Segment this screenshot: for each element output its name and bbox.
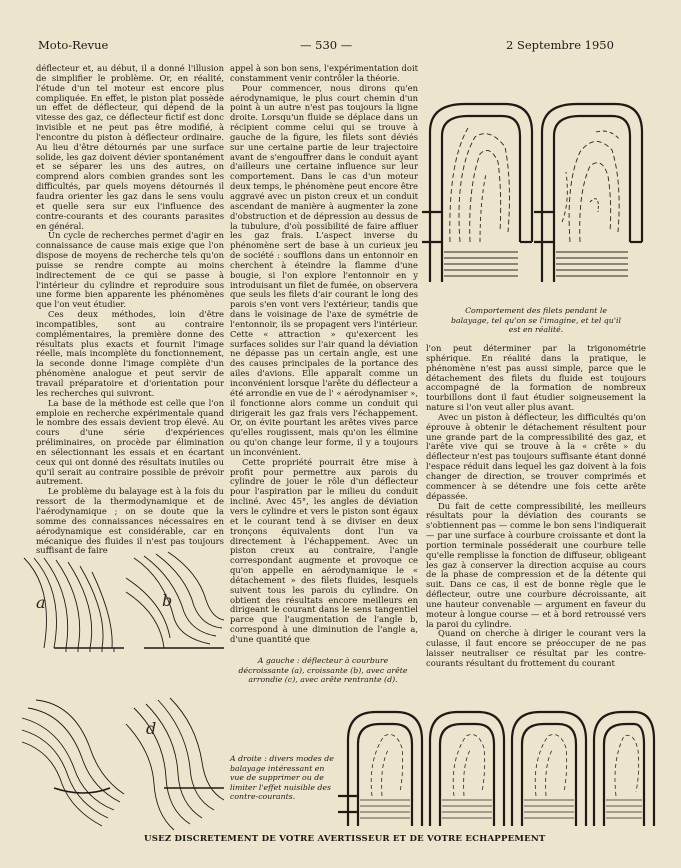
figure-caption-scavenging: A droite : divers modes de balayage intéressant en vue de supprimer ou de limiter l'effet nuisible des contre-courants.	[230, 754, 334, 802]
paragraph: l'on peut déterminer par la trigonométrie sphérique. En réalité dans la pratique, le phénomène n'est pas aussi simple, parce que le détachement des filets du fluide est toujours accompagné de la formation de nombreux tourbillons dont il faut étudier soigneusement la nature si l'on veut aller plus avant.	[426, 343, 646, 413]
paragraph: Le problème du balayage est à la fois du ressort de la thermodynamique et de l'aérodynamique ; on se doute que la somme des connaissances nécessaires en aérodynamique est considérable, car en mécanique des fluides il n'est pas toujours suffisant de faire	[36, 486, 224, 556]
paragraph: Ces deux méthodes, loin d'être incompatibles, sont au contraire complémentaires, la première donne des résultats plus exacts et fournit l'image réelle, mais incomplète du fonctionnement, la seconde donne l'image complète d'un phénomène analogue et peut servir de travail préparatoire et d'orientation pour les recherches qui suivront.	[36, 309, 224, 398]
text-column-1	[36, 64, 224, 556]
paragraph: Avec un piston à déflecteur, les difficultés qu'on éprouve à obtenir le détachement résultent pour une grande part de la compressibilité des gaz, et l'arête vive qui se trouve à la « crête » du déflecteur n'est pas toujours suffisante étant donné l'espace réduit dans lequel les gaz doivent à la fois changer de direction, se trouver comprimés et commencer à se détendre une fois cette arête dépassée.	[426, 411, 646, 501]
text-column-3	[426, 344, 646, 669]
paragraph: appel à son bon sens, l'expérimentation doit constamment venir contrôler la théorie.	[230, 63, 418, 83]
paragraph: déflecteur et, au début, il a donné l'illusion de simplifier le problème. Or, en réalité, l'étude d'un tel moteur est encore plus compliquée. En effet, le piston plat possède un effet de déflecteur, qui dépend de la vitesse des gaz, ce déflecteur fictif est donc invisible et ne peut pas être modifié, à l'encontre du piston à déflecteur ordinaire. Au lieu d'être détournés par une surface solide, les gaz doivent dévier spontanément et se séparer les uns des autres, on comprend alors combien grandes sont les difficultés, par quels moyens détournés il faudra orienter les gaz dans le sens voulu et quelle sera sur eux l'influence des contre-courants et des courants parasites en général.	[36, 63, 224, 231]
footer-slogan: USEZ DISCRETEMENT DE VOTRE AVERTISSEUR ET DE VOTRE ECHAPPEMENT	[144, 834, 546, 844]
scavenging-modes-figure	[338, 700, 656, 828]
label-b: b	[162, 591, 173, 610]
paragraph: La base de la méthode est celle que l'on emploie en recherche expérimentale quand le nombre des essais devient trop élevé. Au cours d'une série d'expériences préliminaires, on procède par élimination en sélectionnant les essais et en écartant ceux qui ont donné des résultats inutiles ou qu'il serait au contraire possible de prévoir autrement.	[36, 397, 224, 487]
figure-caption-deflectors: A gauche : déflecteur à courbure décroissante (a), croissante (b), avec arête arrondie (c), avec arête rentrante (d).	[238, 656, 408, 685]
issue-date: 2 Septembre 1950	[506, 38, 614, 52]
page-number: — 530 —	[300, 38, 353, 52]
cylinder-flow-figure	[420, 92, 648, 298]
deflector-sketches-figure	[14, 548, 228, 832]
paragraph: Pour commencer, nous dirons qu'en aérodynamique, le plus court chemin d'un point à un autre n'est pas toujours la ligne droite. Lorsqu'un fluide se déplace dans un récipient comme celui qui se trouve à gauche de la figure, les filets sont déviés sur une certaine partie de leur trajectoire avant de s'engouffrer dans le conduit ayant d'ailleurs une certaine influence sur leur comportement. Dans le cas d'un moteur deux temps, le phénomène peut encore être aggravé avec un piston creux et un conduit ascendant de manière à augmenter la zone d'obstruction et de dépression au dessus de la tubulure, d'où possibilité de faire affluer les gaz frais. L'aspect inverse du phénomène sert de base à un curieux jeu de société : soufflons dans un entonnoir en cherchent à éteindre la flamme d'une bougie, si l'on explore l'entonnoir en y introduisant un filet de fumée, on observera que seuls les filets d'air courant le long des parois s'en vont vers l'extérieur, tandis que dans le voisinage de l'axe de symétrie de l'entonnoir, ils se propagent vers l'intérieur. Cette « attraction » qu'exercent les surfaces solides sur l'air quand la déviation ne dépasse pas un certain angle, est une des causes principales de la portance des ailes d'avions. Elle apparaît comme un inconvénient lorsque l'arête du déflecteur a été arrondie en vue de l' « aérodynamiser », il fonctionne alors comme un conduit qui dirigerait les gaz frais vers l'échappement. Or, on évite pourtant les arêtes vives parce qu'elles rougissent, mais qu'on les élimine ou qu'on change leur forme, il y a toujours un inconvénient.	[230, 82, 418, 457]
paragraph: Quand on cherche à diriger le courant vers la culasse, il faut encore se préoccuper de ne pas laisser neutraliser ce résultat par les contre-courants résultant du frottement du courant	[426, 628, 646, 668]
label-a: a	[36, 593, 46, 612]
paragraph: Du fait de cette compressibilité, les meilleurs résultats pour la déviation des courants se s'obtiennent pas — comme le bon sens l'indiquerait — par une surface à courbure croissante et dont la portion terminale posséderait une courbure telle qu'elle remplisse la fonction de diffuseur, obligeant les gaz à conserver la direction acquise au cours de la phase de compression et de la détente qui suit. Dans ce cas, il est de bonne règle que le déflecteur, outre une courbure décroissante, ait une hauteur convenable — argument en faveur du moteur à longue course — et à bord retroussé vers la paroi du cylindre.	[426, 500, 646, 629]
paragraph: Cette propriété pourrait être mise à profit pour permettre aux parois du cylindre de jouer le rôle d'un déflecteur pour l'aspiration par le milieu du conduit incliné. Avec 45°, les angles de déviation vers le cylindre et vers le piston sont égaux et le courant tend à se diviser en deux tronçons équivalents dont l'un va directement à l'échappement. Avec un piston creux au contraire, l'angle correspondant augmente et provoque ce qu'on appelle en aérodynamique le « détachement » des filets fluides, lesquels suivent tous les parois du cylindre. On obtient des résultats encore meilleurs en dirigeant le courant dans le sens tangentiel parce que l'augmentation de l'angle b, correspond à une diminution de l'angle a, d'une quantité que	[230, 456, 418, 644]
text-column-2	[230, 64, 418, 645]
label-d: d	[146, 719, 157, 738]
paragraph: Un cycle de recherches permet d'agir en connaissance de cause mais exige que l'on dispose de moyens de recherche tels qu'on puisse se rendre compte au moins indirectement de ce qui se passe à l'intérieur du cylindre et reproduire sous une forme bien apparente les phénomènes que l'on veut étudier.	[36, 230, 224, 310]
running-head-title: Moto-Revue	[38, 38, 109, 52]
figure-caption-flow: Comportement des filets pendant le balayage, tel qu'on se l'imagine, et tel qu'il est en réalité.	[451, 306, 621, 335]
